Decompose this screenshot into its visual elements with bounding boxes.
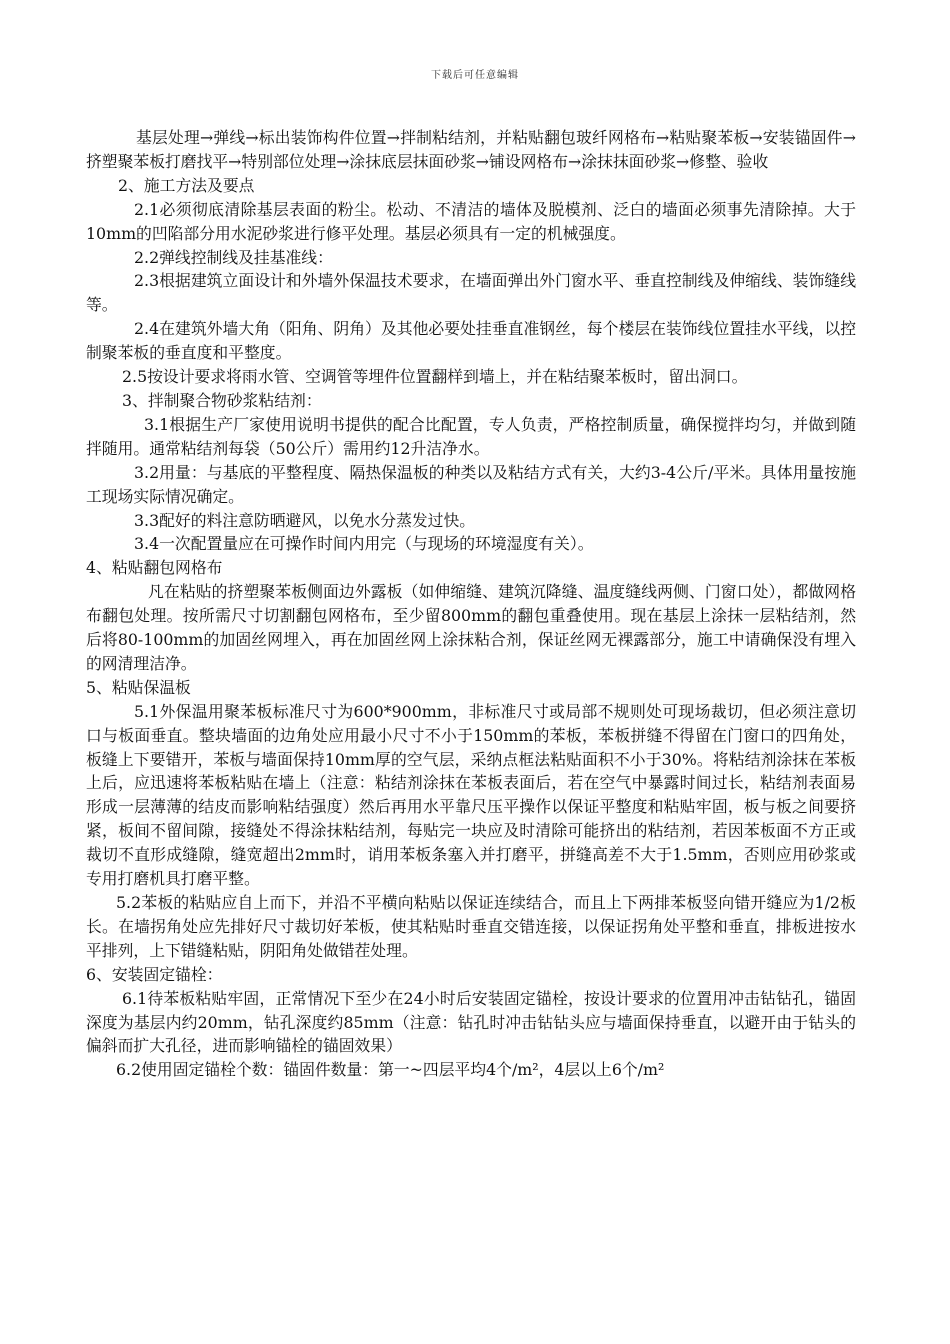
paragraph: 3、拌制聚合物砂浆粘结剂： xyxy=(122,390,322,410)
paragraph: 2.3根据建筑立面设计和外墙外保温技术要求，在墙面弹出外门窗水平、垂直控制线及伸缩线、装饰缝线等。 xyxy=(86,271,856,315)
paragraph: 3.3配好的料注意防晒避风，以免水分蒸发过快。 xyxy=(134,510,476,530)
paragraph: 3.1根据生产厂家使用说明书提供的配合比配置，专人负责，严格控制质量，确保搅拌均匀，并做到随拌随用。通常粘结剂每袋（50公斤）需用约12升洁净水。 xyxy=(86,414,856,458)
paragraph: 2.1必须彻底清除基层表面的粉尘。松动、不清洁的墙体及脱模剂、泛白的墙面必须事先清除掉。大于10mm的凹陷部分用水泥砂浆进行修平处理。基层必须具有一定的机械强度。 xyxy=(86,199,856,243)
paragraph: 凡在粘贴的挤塑聚苯板侧面边外露板（如伸缩缝、建筑沉降缝、温度缝线两侧、门窗口处），都做网格布翻包处理。按所需尺寸切割翻包网格布，至少留800mm的翻包重叠使用。现在基层上涂抹一层粘结剂，然后将80-100mm的加固丝网埋入，再在加固丝网上涂抹粘合剂，保证丝网无裸露部分，施工中请确保没有埋入的网清理洁净。 xyxy=(86,582,856,673)
paragraph: 6.2使用固定锚栓个数：锚固件数量：第一~四层平均4个/m²，4层以上6个/m² xyxy=(116,1060,665,1080)
paragraph: 2.5按设计要求将雨水管、空调管等埋件位置翻样到墙上，并在粘结聚苯板时，留出洞口。 xyxy=(122,367,748,387)
paragraph: 6.1待苯板粘贴牢固，正常情况下至少在24小时后安装固定锚栓，按设计要求的位置用冲击钻钻孔，锚固深度为基层内约20mm，钻孔深度约85mm（注意：钻孔时冲击钻钻头应与墙面保持垂直，以避开由于钻头的偏斜而扩大孔径，进而影响锚栓的锚固效果） xyxy=(86,988,856,1056)
document-body xyxy=(86,126,856,1082)
paragraph: 2、施工方法及要点 xyxy=(118,175,255,195)
page-header: 下载后可任意编辑 xyxy=(431,70,519,81)
paragraph: 5、粘贴保温板 xyxy=(86,677,191,697)
paragraph: 3.2用量：与基底的平整程度、隔热保温板的种类以及粘结方式有关，大约3-4公斤/平米。具体用量按施工现场实际情况确定。 xyxy=(86,462,856,506)
paragraph: 基层处理→弹线→标出装饰构件位置→拌制粘结剂，并粘贴翻包玻纤网格布→粘贴聚苯板→安装锚固件→挤塑聚苯板打磨找平→特别部位处理→涂抹底层抹面砂浆→铺设网格布→涂抹抹面砂浆→修整、验收 xyxy=(86,128,856,171)
paragraph: 5.2苯板的粘贴应自上而下，并沿不平横向粘贴以保证连续结合，而且上下两排苯板竖向错开缝应为1/2板长。在墙拐角处应先排好尺寸裁切好苯板，使其粘贴时垂直交错连接，以保证拐角处平整和垂直，排板进按水平排列，上下错缝粘贴，阴阳角处做错茬处理。 xyxy=(86,893,856,960)
paragraph: 2.4在建筑外墙大角（阳角、阴角）及其他必要处挂垂直准钢丝，每个楼层在装饰线位置挂水平线，以控制聚苯板的垂直度和平整度。 xyxy=(86,319,856,363)
paragraph: 3.4一次配置量应在可操作时间内用完（与现场的环境湿度有关）。 xyxy=(134,534,594,554)
paragraph: 2.2弹线控制线及挂基准线： xyxy=(134,247,333,267)
paragraph: 5.1外保温用聚苯板标准尺寸为600*900mm，非标准尺寸或局部不规则处可现场裁切，但必须注意切口与板面垂直。整块墙面的边角处应用最小尺寸不小于150mm的苯板，苯板拼缝不得留在门窗口的四角处，板缝上下要错开，苯板与墙面保持10mm厚的空气层，采纳点框法粘贴面积不小于30%。将粘结剂涂抹在苯板上后，应迅速将苯板粘贴在墙上（注意：粘结剂涂抹在苯板表面后，若在空气中暴露时间过长，粘结剂表面易形成一层薄薄的结皮而影响粘结强度）然后再用水平靠尺压平操作以保证平整度和粘贴牢固，板与板之间要挤紧，板间不留间隙，接缝处不得涂抹粘结剂，每贴完一块应及时清除可能挤出的粘结剂，若因苯板面不方正或裁切不直形成缝隙，缝宽超出2mm时，诮用苯板条塞入并打磨平，拼缝高差不大于1.5mm，否则应用砂浆或专用打磨机具打磨平整。 xyxy=(86,701,856,889)
paragraph: 4、粘贴翻包网格布 xyxy=(86,558,223,578)
paragraph: 6、安装固定锚栓： xyxy=(86,964,223,984)
